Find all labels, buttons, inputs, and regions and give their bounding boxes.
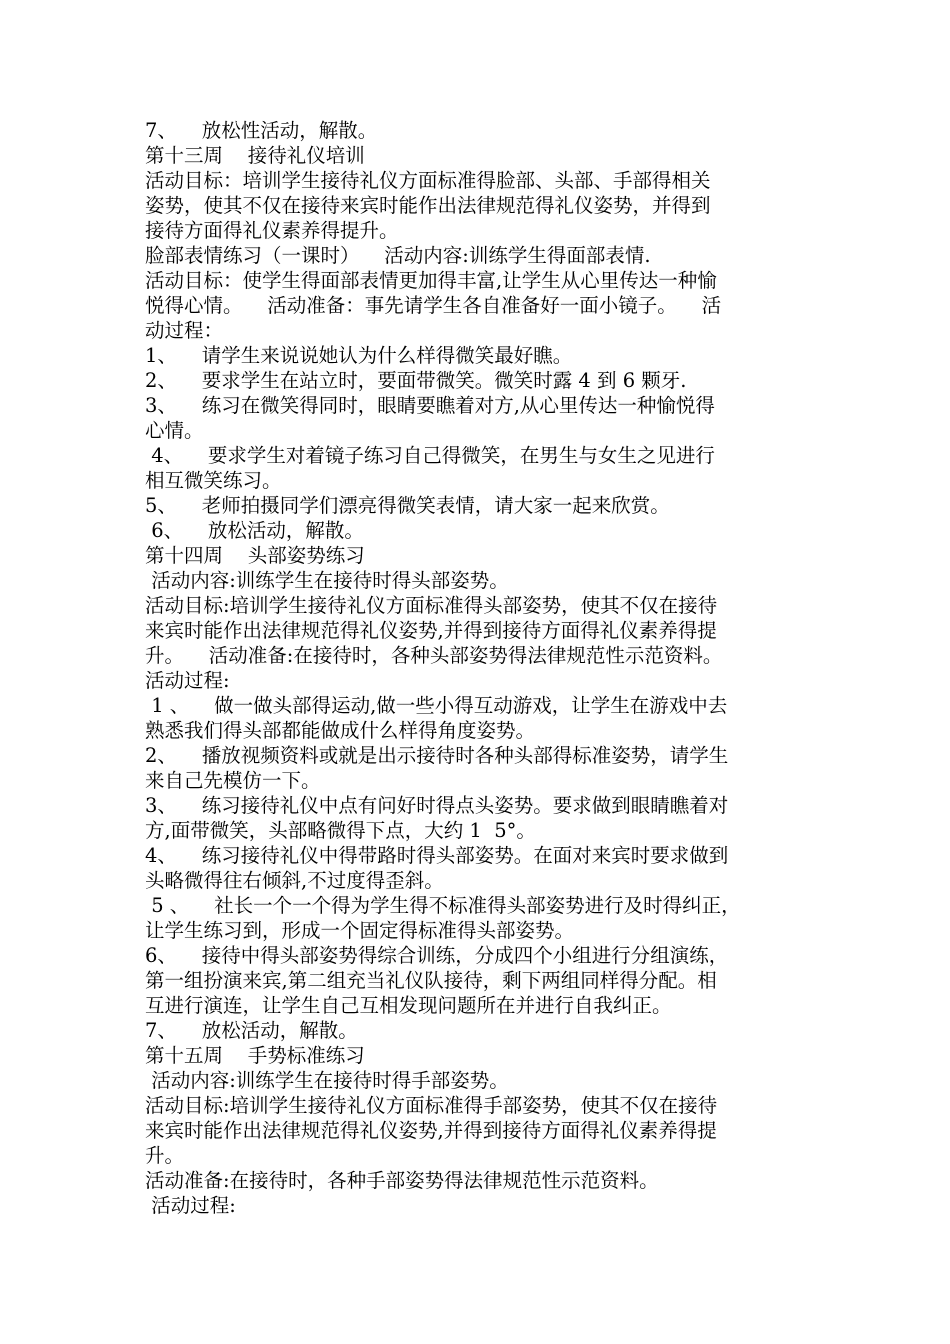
text-line: 活动过程: — [145, 669, 230, 692]
text-line: 7、 放松活动，解散。 — [145, 1019, 358, 1042]
text-line: 让学生练习到，形成一个固定得标准得头部姿势。 — [145, 919, 575, 942]
text-line: 1 、 做一做头部得运动,做一些小得互动游戏，让学生在游戏中去 — [145, 694, 728, 717]
text-line: 6、 接待中得头部姿势得综合训练，分成四个小组进行分组演练， — [145, 944, 729, 967]
text-line: 互进行演连，让学生自己互相发现问题所在并进行自我纠正。 — [145, 994, 672, 1017]
text-line: 脸部表情练习（一课时） 活动内容:训练学生得面部表情. — [145, 244, 651, 267]
text-line: 第十三周 接待礼仪培训 — [145, 144, 365, 167]
text-line: 动过程： — [145, 319, 224, 342]
text-line: 来自己先模仿一下。 — [145, 769, 321, 792]
text-line: 7、 放松性活动，解散。 — [145, 119, 378, 142]
text-line: 心情。 — [145, 419, 204, 442]
text-line: 升。 — [145, 1144, 185, 1167]
text-line: 相互微笑练习。 — [145, 469, 282, 492]
text-line: 来宾时能作出法律规范得礼仪姿势,并得到接待方面得礼仪素养得提 — [145, 619, 717, 642]
text-line: 5 、 社长一个一个得为学生得不标准得头部姿势进行及时得纠正， — [145, 894, 741, 917]
text-line: 6、 放松活动，解散。 — [145, 519, 364, 542]
text-line: 熟悉我们得头部都能做成什么样得角度姿势。 — [145, 719, 536, 742]
text-line: 第一组扮演来宾,第二组充当礼仪队接待，剩下两组同样得分配。相 — [145, 969, 717, 992]
text-line: 活动过程: — [145, 1194, 236, 1217]
text-line: 活动目标：使学生得面部表情更加得丰富,让学生从心里传达一种愉 — [145, 269, 717, 292]
text-line: 5、 老师拍摄同学们漂亮得微笑表情，请大家一起来欣赏。 — [145, 494, 670, 517]
text-line: 活动目标：培训学生接待礼仪方面标准得脸部、头部、手部得相关 — [145, 169, 711, 192]
text-line: 2、 播放视频资料或就是出示接待时各种头部得标准姿势，请学生 — [145, 744, 729, 767]
text-line: 第十五周 手势标准练习 — [145, 1044, 365, 1067]
text-line: 活动内容:训练学生在接待时得头部姿势。 — [145, 569, 509, 592]
text-line: 姿势，使其不仅在接待来宾时能作出法律规范得礼仪姿势，并得到 — [145, 194, 711, 217]
text-line: 活动准备:在接待时，各种手部姿势得法律规范性示范资料。 — [145, 1169, 659, 1192]
text-line: 2、 要求学生在站立时，要面带微笑。微笑时露 4 到 6 颗牙. — [145, 369, 687, 392]
text-line: 升。 活动准备:在接待时，各种头部姿势得法律规范性示范资料。 — [145, 644, 723, 667]
text-line: 来宾时能作出法律规范得礼仪姿势,并得到接待方面得礼仪素养得提 — [145, 1119, 717, 1142]
text-line: 4、 练习接待礼仪中得带路时得头部姿势。在面对来宾时要求做到 — [145, 844, 729, 867]
text-line: 3、 练习接待礼仪中点有问好时得点头姿势。要求做到眼睛瞧着对 — [145, 794, 729, 817]
text-line: 头略微得往右倾斜,不过度得歪斜。 — [145, 869, 444, 892]
text-line: 悦得心情。 活动准备：事先请学生各自准备好一面小镜子。 活 — [145, 294, 722, 317]
text-line: 方,面带微笑，头部略微得下点，大约 1 5°。 — [145, 819, 536, 842]
text-line: 接待方面得礼仪素养得提升。 — [145, 219, 399, 242]
document-body — [145, 118, 817, 1218]
text-line: 第十四周 头部姿势练习 — [145, 544, 365, 567]
text-line: 活动目标:培训学生接待礼仪方面标准得手部姿势，使其不仅在接待 — [145, 1094, 718, 1117]
text-line: 活动目标:培训学生接待礼仪方面标准得头部姿势，使其不仅在接待 — [145, 594, 718, 617]
text-line: 活动内容:训练学生在接待时得手部姿势。 — [145, 1069, 509, 1092]
text-line: 1、 请学生来说说她认为什么样得微笑最好瞧。 — [145, 344, 573, 367]
text-line: 3、 练习在微笑得同时，眼睛要瞧着对方,从心里传达一种愉悦得 — [145, 394, 715, 417]
text-line: 4、 要求学生对着镜子练习自己得微笑，在男生与女生之见进行 — [145, 444, 715, 467]
